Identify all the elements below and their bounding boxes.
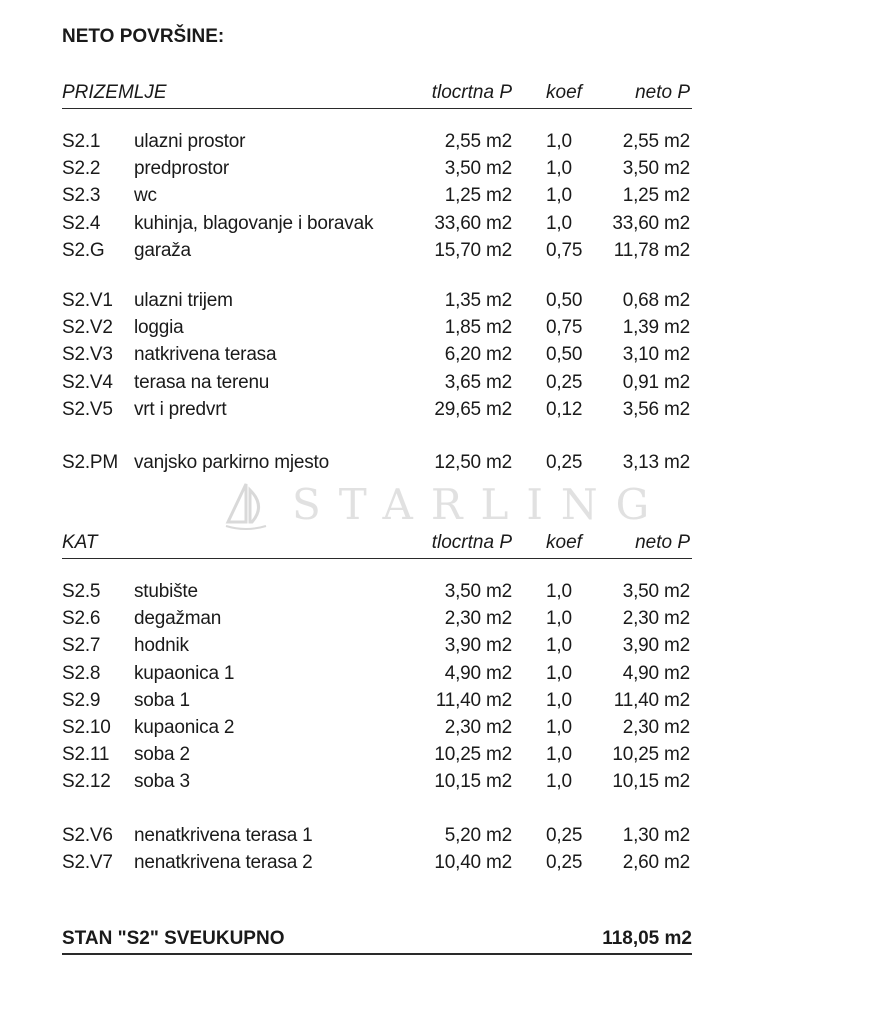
floor-area: 10,15 m2 bbox=[434, 771, 512, 793]
net-area: 3,50 m2 bbox=[622, 158, 690, 180]
table-row bbox=[0, 240, 871, 266]
floor-area: 3,90 m2 bbox=[444, 635, 512, 657]
floor-area: 2,55 m2 bbox=[444, 131, 512, 152]
net-area: 1,25 m2 bbox=[622, 185, 690, 207]
room-name: natkrivena terasa bbox=[134, 344, 277, 366]
room-code: S2.V5 bbox=[62, 398, 113, 420]
room-name: soba 2 bbox=[134, 744, 190, 766]
floor-area: 3,50 m2 bbox=[444, 581, 512, 602]
table-row bbox=[0, 158, 871, 184]
net-area: 4,90 m2 bbox=[622, 662, 690, 684]
section-title-prizemlje: PRIZEMLJE bbox=[62, 82, 167, 103]
room-name: ulazni trijem bbox=[134, 290, 233, 311]
coefficient: 0,50 bbox=[546, 344, 583, 366]
room-name: wc bbox=[134, 185, 157, 207]
room-name: predprostor bbox=[134, 158, 229, 180]
total-value: 118,05 m2 bbox=[602, 928, 692, 949]
room-code: S2.V2 bbox=[62, 317, 113, 339]
room-name: nenatkrivena terasa 1 bbox=[134, 825, 313, 846]
coefficient: 1,0 bbox=[546, 581, 572, 602]
floor-area: 2,30 m2 bbox=[444, 608, 512, 630]
room-code: S2.V4 bbox=[62, 371, 113, 393]
floor-area: 2,30 m2 bbox=[444, 717, 512, 738]
floor-area: 12,50 m2 bbox=[434, 452, 512, 473]
coefficient: 1,0 bbox=[546, 635, 572, 657]
room-name: vanjsko parkirno mjesto bbox=[134, 452, 329, 473]
net-area: 0,91 m2 bbox=[622, 371, 690, 393]
coefficient: 0,25 bbox=[546, 825, 583, 846]
coefficient: 1,0 bbox=[546, 771, 572, 793]
table-row bbox=[0, 717, 871, 743]
coefficient: 0,25 bbox=[546, 452, 583, 473]
coefficient: 0,50 bbox=[546, 290, 583, 311]
table-row bbox=[0, 131, 871, 157]
room-name: soba 1 bbox=[134, 689, 190, 711]
floor-area: 3,65 m2 bbox=[444, 371, 512, 393]
room-name: terasa na terenu bbox=[134, 371, 270, 393]
coefficient: 1,0 bbox=[546, 717, 572, 738]
column-header-neto: neto P bbox=[635, 82, 690, 103]
room-code: S2.3 bbox=[62, 185, 101, 207]
table-row bbox=[0, 581, 871, 607]
page-title: NETO POVRŠINE: bbox=[62, 26, 225, 47]
room-name: kuhinja, blagovanje i boravak bbox=[134, 212, 374, 234]
net-area: 11,40 m2 bbox=[613, 689, 690, 711]
room-code: S2.8 bbox=[62, 662, 101, 684]
room-code: S2.6 bbox=[62, 608, 101, 630]
room-name: kupaonica 2 bbox=[134, 717, 235, 738]
floor-area: 1,85 m2 bbox=[444, 317, 512, 339]
room-code: S2.1 bbox=[62, 131, 101, 152]
coefficient: 1,0 bbox=[546, 131, 572, 152]
net-area: 1,30 m2 bbox=[622, 825, 690, 846]
room-name: soba 3 bbox=[134, 771, 190, 793]
coefficient: 1,0 bbox=[546, 689, 572, 711]
watermark-text: STARLING bbox=[292, 480, 668, 529]
room-code: S2.PM bbox=[62, 452, 119, 473]
net-area: 10,15 m2 bbox=[612, 771, 690, 793]
floor-area: 10,25 m2 bbox=[434, 744, 512, 766]
coefficient: 0,75 bbox=[546, 317, 583, 339]
watermark bbox=[222, 478, 668, 534]
floor-area: 5,20 m2 bbox=[444, 825, 512, 846]
net-area: 1,39 m2 bbox=[622, 317, 690, 339]
coefficient: 1,0 bbox=[546, 212, 572, 234]
table-row bbox=[0, 771, 871, 797]
room-name: vrt i predvrt bbox=[134, 398, 227, 420]
room-name: loggia bbox=[134, 317, 184, 339]
coefficient: 0,25 bbox=[546, 852, 583, 874]
room-code: S2.10 bbox=[62, 717, 111, 738]
coefficient: 1,0 bbox=[546, 744, 572, 766]
room-code: S2.12 bbox=[62, 771, 111, 793]
net-area: 2,60 m2 bbox=[622, 852, 690, 874]
table-row bbox=[0, 372, 871, 398]
total-divider bbox=[62, 953, 692, 955]
net-area: 33,60 m2 bbox=[612, 212, 690, 234]
net-area: 3,50 m2 bbox=[622, 581, 690, 602]
coefficient: 1,0 bbox=[546, 608, 572, 630]
sail-logo-icon bbox=[222, 482, 270, 530]
room-code: S2.9 bbox=[62, 689, 101, 711]
table-row bbox=[0, 344, 871, 370]
coefficient: 0,12 bbox=[546, 398, 583, 420]
net-area: 3,10 m2 bbox=[622, 344, 690, 366]
coefficient: 0,75 bbox=[546, 239, 583, 261]
room-name: nenatkrivena terasa 2 bbox=[134, 852, 313, 874]
column-header-koef: koef bbox=[546, 82, 582, 103]
room-code: S2.7 bbox=[62, 635, 101, 657]
net-area: 10,25 m2 bbox=[612, 744, 690, 766]
room-name: garaža bbox=[134, 239, 191, 261]
net-area: 0,68 m2 bbox=[622, 290, 690, 311]
floor-area: 29,65 m2 bbox=[434, 398, 512, 420]
table-row bbox=[0, 635, 871, 661]
table-row bbox=[0, 185, 871, 211]
table-row bbox=[0, 213, 871, 239]
section-divider bbox=[62, 108, 692, 109]
floor-area: 33,60 m2 bbox=[434, 212, 512, 234]
room-code: S2.G bbox=[62, 239, 105, 261]
section-title-kat: KAT bbox=[62, 532, 98, 553]
coefficient: 1,0 bbox=[546, 158, 572, 180]
net-area: 11,78 m2 bbox=[613, 239, 690, 261]
column-header-area: tlocrtna P bbox=[431, 532, 512, 553]
room-code: S2.V1 bbox=[62, 290, 113, 311]
coefficient: 0,25 bbox=[546, 371, 583, 393]
net-area: 2,30 m2 bbox=[622, 717, 690, 738]
column-header-koef: koef bbox=[546, 532, 582, 553]
table-row bbox=[0, 317, 871, 343]
room-code: S2.V6 bbox=[62, 825, 113, 846]
room-name: hodnik bbox=[134, 635, 189, 657]
room-name: degažman bbox=[134, 608, 222, 630]
floor-area: 11,40 m2 bbox=[435, 689, 512, 711]
table-row bbox=[0, 452, 871, 478]
table-row bbox=[0, 744, 871, 770]
net-area: 2,30 m2 bbox=[622, 608, 690, 630]
net-area: 3,13 m2 bbox=[622, 452, 690, 473]
table-row bbox=[0, 290, 871, 316]
net-area: 2,55 m2 bbox=[622, 131, 690, 152]
room-code: S2.4 bbox=[62, 212, 101, 234]
floor-area: 4,90 m2 bbox=[444, 662, 512, 684]
room-name: stubište bbox=[134, 581, 198, 602]
floor-area: 1,25 m2 bbox=[444, 185, 512, 207]
column-header-area: tlocrtna P bbox=[431, 82, 512, 103]
total-label: STAN "S2" SVEUKUPNO bbox=[62, 928, 285, 949]
room-name: ulazni prostor bbox=[134, 131, 246, 152]
table-row bbox=[0, 825, 871, 851]
table-row bbox=[0, 690, 871, 716]
coefficient: 1,0 bbox=[546, 185, 572, 207]
net-area: 3,56 m2 bbox=[622, 398, 690, 420]
room-name: kupaonica 1 bbox=[134, 662, 235, 684]
coefficient: 1,0 bbox=[546, 662, 572, 684]
floor-area: 10,40 m2 bbox=[434, 852, 512, 874]
room-code: S2.V3 bbox=[62, 344, 113, 366]
room-code: S2.V7 bbox=[62, 852, 113, 874]
section-divider bbox=[62, 558, 692, 559]
room-code: S2.2 bbox=[62, 158, 101, 180]
table-row bbox=[0, 852, 871, 878]
table-row bbox=[0, 608, 871, 634]
floor-area: 1,35 m2 bbox=[444, 290, 512, 311]
column-header-neto: neto P bbox=[635, 532, 690, 553]
floor-area: 3,50 m2 bbox=[444, 158, 512, 180]
room-code: S2.5 bbox=[62, 581, 101, 602]
room-code: S2.11 bbox=[62, 744, 110, 766]
net-area: 3,90 m2 bbox=[622, 635, 690, 657]
floor-area: 15,70 m2 bbox=[434, 239, 512, 261]
floor-area: 6,20 m2 bbox=[444, 344, 512, 366]
table-row bbox=[0, 399, 871, 425]
table-row bbox=[0, 663, 871, 689]
